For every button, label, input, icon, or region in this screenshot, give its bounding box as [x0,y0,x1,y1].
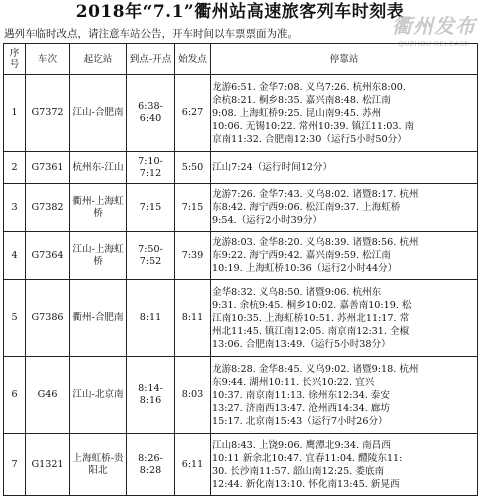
cell-time: 6:38-6:40 [127,75,175,152]
cell-stops: 龙游7:26. 金华7:43. 义乌8:02. 诸暨8:17. 杭州 东8:42. 海宁西9:06. 松江南9:37. 上海虹桥 9:54.（运行2小时39分） [211,184,478,232]
cell-no: 2 [4,152,26,184]
cell-time: 7:50-7:52 [127,232,175,280]
cell-stops: 龙游8:28. 金华8:45. 义乌9:02. 诸暨9:18. 杭州 东9:44. 湖州10:11. 长兴10:22. 宜兴 10:37. 南京南11:13. 徐州东12:34. 泰安 13:27. 济南西13:47. 沧州西14:34. 廊坊 15:17. 北京南15:43（运行7小时26分） [211,357,478,434]
logo-sub-text: QUZHOU RELEASE [398,41,470,48]
cell-no: 5 [4,280,26,357]
logo-main-text: 衢州发布 [392,14,476,38]
cell-stops: 金华8:32. 义乌8:50. 诸暨9:06. 杭州东 9:31. 余杭9:45. 桐乡10:02. 嘉善南10:19. 松 江南10:35. 上海虹桥10:51. 苏州北11:17. 常 州北11:45. 镇江南12:05. 南京南12:31. 全椒 13:06. 合肥南13:49.（运行5小时38分） [211,280,478,357]
cell-time: 8:26-8:28 [127,434,175,496]
table-row [4,357,478,434]
cell-no: 6 [4,357,26,434]
cell-time: 7:15 [127,184,175,232]
table-row [4,280,478,357]
cell-no: 1 [4,75,26,152]
cell-train: G1321 [26,434,70,496]
cell-origin-time: 8:11 [175,280,211,357]
cell-route: 上海虹桥-贵阳北 [70,434,127,496]
table-row [4,184,478,232]
table-row [4,434,478,496]
table-row [4,75,478,152]
cell-origin-time: 5:50 [175,152,211,184]
cell-time: 7:10-7:12 [127,152,175,184]
table-row [4,232,478,280]
cell-stops: 龙游8:03. 金华8:20. 义乌8:39. 诸暨8:56. 杭州 东9:22. 海宁西9:42. 嘉兴南9:59. 松江南 10:19. 上海虹桥10:36（运行2小时44分） [211,232,478,280]
header-train: 车次 [26,44,70,75]
cell-origin-time: 7:15 [175,184,211,232]
cell-no: 7 [4,434,26,496]
cell-time: 8:11 [127,280,175,357]
header-origin-time: 始发点 [175,44,211,75]
cell-origin-time: 6:11 [175,434,211,496]
cell-train: G7364 [26,232,70,280]
cell-origin-time: 8:03 [175,357,211,434]
cell-no: 4 [4,232,26,280]
cell-no: 3 [4,184,26,232]
cell-origin-time: 6:27 [175,75,211,152]
header-route: 起讫站 [70,44,127,75]
cell-route: 衢州-合肥南 [70,280,127,357]
cell-stops: 江山7:24（运行时间12分） [211,152,478,184]
cell-stops: 江山8:43. 上饶9:06. 鹰潭北9:34. 南昌西 10:11 新余北10:47. 宜春11:04. 醴陵东11: 30. 长沙南11:57. 韶山南12:25. 娄底南 12:44. 新化南13:10. 怀化南13:45. 新晃西 [211,434,478,496]
cell-route: 江山-上海虹桥 [70,232,127,280]
cell-stops: 龙游6:51. 金华7:08. 义乌7:26. 杭州东8:00. 余杭8:21. 桐乡8:35. 嘉兴南8:48. 松江南 9:08. 上海虹桥9:25. 昆山南9:45. 苏州 10:06. 无锡10:22. 常州10:39. 镇江11:03. 南 京南11:32. 合肥南12:30（运行5小时50分） [211,75,478,152]
cell-route: 杭州东-江山 [70,152,127,184]
cell-train: G7386 [26,280,70,357]
cell-train: G7372 [26,75,70,152]
cell-route: 江山-北京南 [70,357,127,434]
header-no: 序号 [4,44,26,75]
timetable [3,43,478,496]
cell-train: G7361 [26,152,70,184]
cell-route: 江山-合肥南 [70,75,127,152]
cell-origin-time: 7:39 [175,232,211,280]
cell-time: 8:14-8:16 [127,357,175,434]
notice-text: 遇列车临时改点，请注意车站公告，开车时间以车票票面为准。 [4,28,298,40]
cell-train: G46 [26,357,70,434]
cell-route: 衢州-上海虹桥 [70,184,127,232]
header-arrive-depart: 到点-开点 [127,44,175,75]
table-row [4,152,478,184]
header-row [4,44,478,75]
header-stops: 停靠站 [211,44,478,75]
page-title: 2018年“7.1”衢州站高速旅客列车时刻表 [75,2,405,22]
cell-train: G7382 [26,184,70,232]
